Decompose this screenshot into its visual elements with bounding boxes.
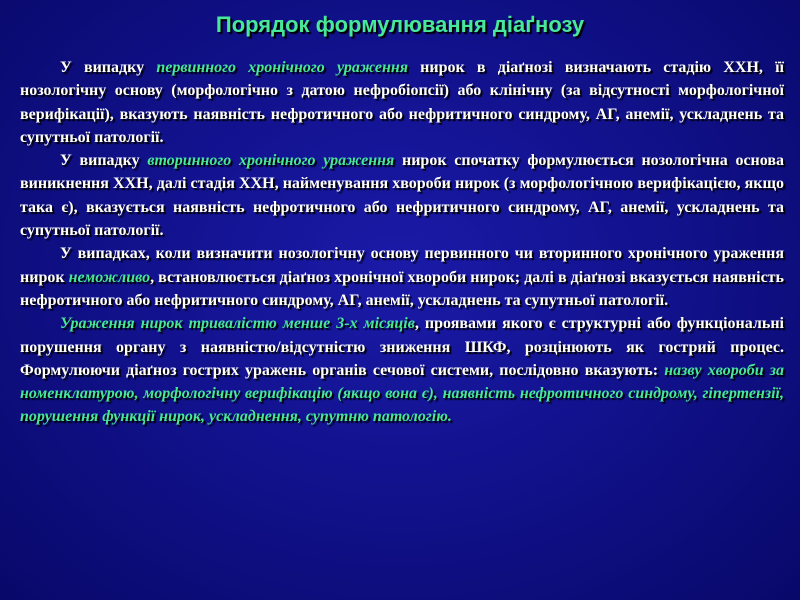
- paragraph-primary-lesion: [20, 56, 784, 149]
- paragraph-text: , встановлюється діаґноз хронічної хвороби нирок; далі в діаґнозі вказується наявність нефротичного або нефритичного синдрому, АГ, анемії, ускладнень та супутньої патології.: [20, 268, 784, 309]
- paragraph-text: У випадку: [60, 59, 157, 76]
- highlight-text: вторинного хронічного ураження: [147, 152, 395, 170]
- paragraph-text: , проявами якого є структурні або функціональні порушення органу з наявністю/відсутністю зниження ШКФ, розцінюють як гострий процес. Формулюючи діаґноз гострих уражень органів сечової системи, послідовно вказують:: [20, 315, 785, 379]
- highlight-text: неможливо: [68, 268, 151, 286]
- paragraph-secondary-lesion: [20, 149, 784, 242]
- paragraph-undetermined-basis: [20, 242, 784, 312]
- paragraph-acute-lesion: [20, 312, 784, 428]
- highlight-text: назву хвороби за номенклатурою, морфологічну верифікацію (якщо вона є), наявність нефротичного синдрому, гіпертензії, порушення функції нирок, ускладнення, супутню патологію.: [20, 361, 785, 426]
- slide-body: [20, 56, 784, 429]
- paragraph-text: У випадках, коли визначити нозологічну основу первинного чи вторинного хронічного ураження нирок: [20, 245, 784, 286]
- highlight-text: первинного хронічного ураження: [156, 59, 408, 76]
- paragraph-text: У випадку: [60, 152, 148, 170]
- paragraph-text: нирок в діаґнозі визначають стадію ХХН, її нозологічну основу (морфологічно з датою нефробіопсії) або клінічну (за відсутності морфологічної верифікації), вказують наявність нефротичного або нефритичного синдрому, АГ, анемії, ускладнень та супутньої патології.: [20, 59, 784, 146]
- highlight-text: Ураження нирок тривалістю менше 3-х місяців: [60, 315, 415, 333]
- paragraph-text: нирок спочатку формулюється нозологічна основа виникнення ХХН, далі стадія ХХН, найменування хвороби нирок (з морфологічною верифікацією, якщо така є), вказується наявність нефротичного або нефритичного синдрому, АГ, анемії, ускладнень та супутньої патології.: [20, 152, 785, 240]
- slide-title: Порядок формулювання діаґнозу: [215, 12, 585, 37]
